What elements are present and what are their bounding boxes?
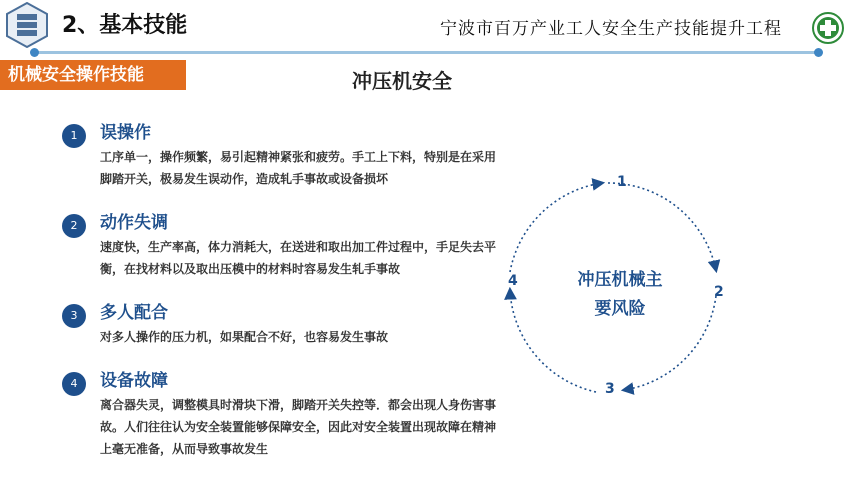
item-number-badge: 3	[62, 304, 86, 328]
cycle-center-line1: 冲压机械主	[577, 270, 663, 290]
divider-dot-right	[814, 48, 823, 57]
item-description: 对多人操作的压力机，如果配合不好，也容易发生事故	[100, 330, 389, 344]
cycle-label-3: 3	[605, 381, 615, 397]
section-title: 2、基本技能	[62, 13, 188, 38]
header-divider	[34, 51, 820, 54]
divider-dot-left	[30, 48, 39, 57]
server-icon	[4, 2, 50, 48]
slide-title: 冲压机安全	[352, 69, 452, 93]
category-tag: 机械安全操作技能	[0, 60, 186, 90]
item-number-badge: 2	[62, 214, 86, 238]
header	[0, 0, 848, 56]
cycle-label-1: 1	[617, 174, 627, 190]
item-description: 离合器失灵，调整模具时滑块下滑，脚踏开关失控等．都会出现人身伤害事故。人们往往认为安全装置能够保障安全，因此对安全装置出现故障在精神上毫无准备，从而导致事故发生	[100, 398, 497, 456]
item-description: 速度快，生产率高，体力消耗大，在送进和取出加工件过程中，手足失去平衡，在找材料以及取出压模中的材料时容易发生轧手事故	[100, 240, 497, 276]
project-title: 宁波市百万产业工人安全生产技能提升工程	[440, 19, 782, 39]
cycle-center-line2: 要风险	[594, 299, 646, 319]
item-number-badge: 4	[62, 372, 86, 396]
cycle-label-2: 2	[714, 284, 724, 300]
item-title: 误操作	[100, 123, 151, 143]
cycle-label-4: 4	[508, 273, 518, 289]
cycle-arc-4-1	[510, 183, 602, 272]
safety-cross-icon	[812, 12, 844, 44]
item-title: 设备故障	[100, 371, 168, 391]
item-title: 动作失调	[100, 213, 168, 233]
item-title: 多人配合	[100, 303, 168, 323]
item-description: 工序单一，操作频繁，易引起精神紧张和疲劳。手工上下料，特别是在采用脚踏开关，极易发生误动作，造成轧手事故或设备损坏	[100, 150, 497, 186]
cycle-center-text	[560, 266, 680, 324]
cycle-arc-1-2	[608, 183, 716, 270]
item-number-badge: 1	[62, 124, 86, 148]
